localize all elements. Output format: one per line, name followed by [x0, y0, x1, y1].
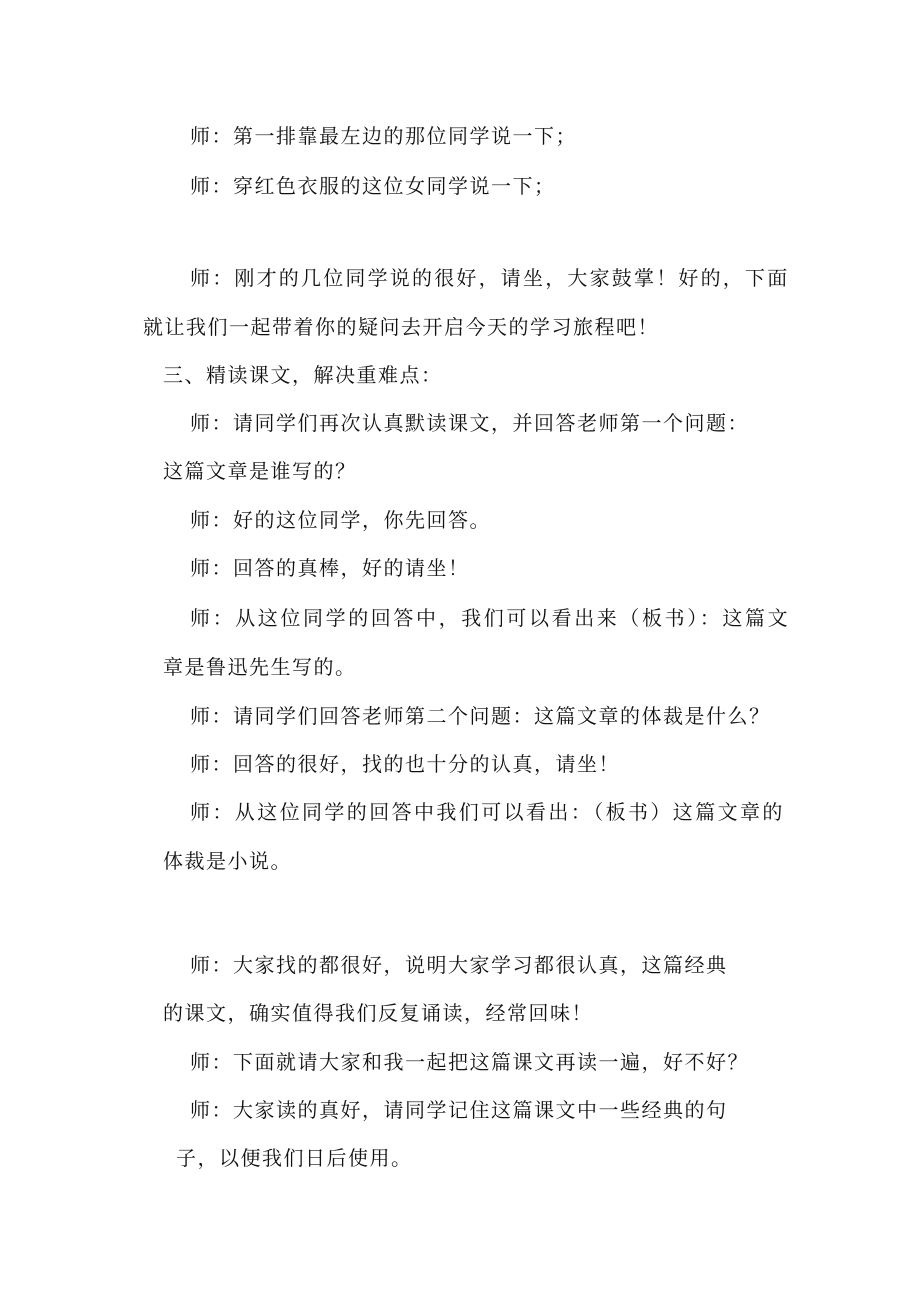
- dialogue-line-9: 师：从这位同学的回答中，我们可以看出来（板书）：这篇文: [190, 606, 791, 630]
- dialogue-line-5: 师：请同学们再次认真默读课文，并回答老师第一个问题：: [190, 411, 749, 435]
- dialogue-line-13: 师：从这位同学的回答中我们可以看出：（板书）这篇文章的: [190, 800, 785, 824]
- dialogue-line-1: 师：第一排靠最左边的那位同学说一下；: [190, 124, 577, 148]
- dialogue-line-7: 师：好的这位同学，你先回答。: [190, 508, 491, 532]
- dialogue-line-11: 师：请同学们回答老师第二个问题：这篇文章的体裁是什么？: [190, 704, 771, 728]
- section-heading: 三、精读课文，解决重难点：: [163, 363, 443, 387]
- dialogue-line-8: 师：回答的真棒，好的请坐！: [190, 556, 470, 580]
- dialogue-line-14: 体裁是小说。: [163, 849, 292, 873]
- dialogue-line-19: 子，以便我们日后使用。: [176, 1146, 413, 1170]
- dialogue-line-3: 师：刚才的几位同学说的很好，请坐，大家鼓掌！好的，下面: [190, 266, 790, 290]
- dialogue-line-6: 这篇文章是谁写的？: [163, 459, 357, 483]
- dialogue-line-16: 的课文，确实值得我们反复诵读，经常回味！: [163, 1001, 593, 1025]
- dialogue-line-12: 师：回答的很好，找的也十分的认真，请坐！: [190, 752, 620, 776]
- dialogue-line-10: 章是鲁迅先生写的。: [163, 655, 357, 679]
- dialogue-line-18: 师：大家读的真好，请同学记住这篇课文中一些经典的句: [190, 1098, 728, 1122]
- dialogue-line-4: 就让我们一起带着你的疑问去开启今天的学习旅程吧！: [143, 315, 659, 339]
- dialogue-line-17: 师：下面就请大家和我一起把这篇课文再读一遍，好不好？: [190, 1050, 749, 1074]
- dialogue-line-2: 师：穿红色衣服的这位女同学说一下；: [190, 174, 556, 198]
- dialogue-line-15: 师：大家找的都很好，说明大家学习都很认真，这篇经典: [190, 953, 728, 977]
